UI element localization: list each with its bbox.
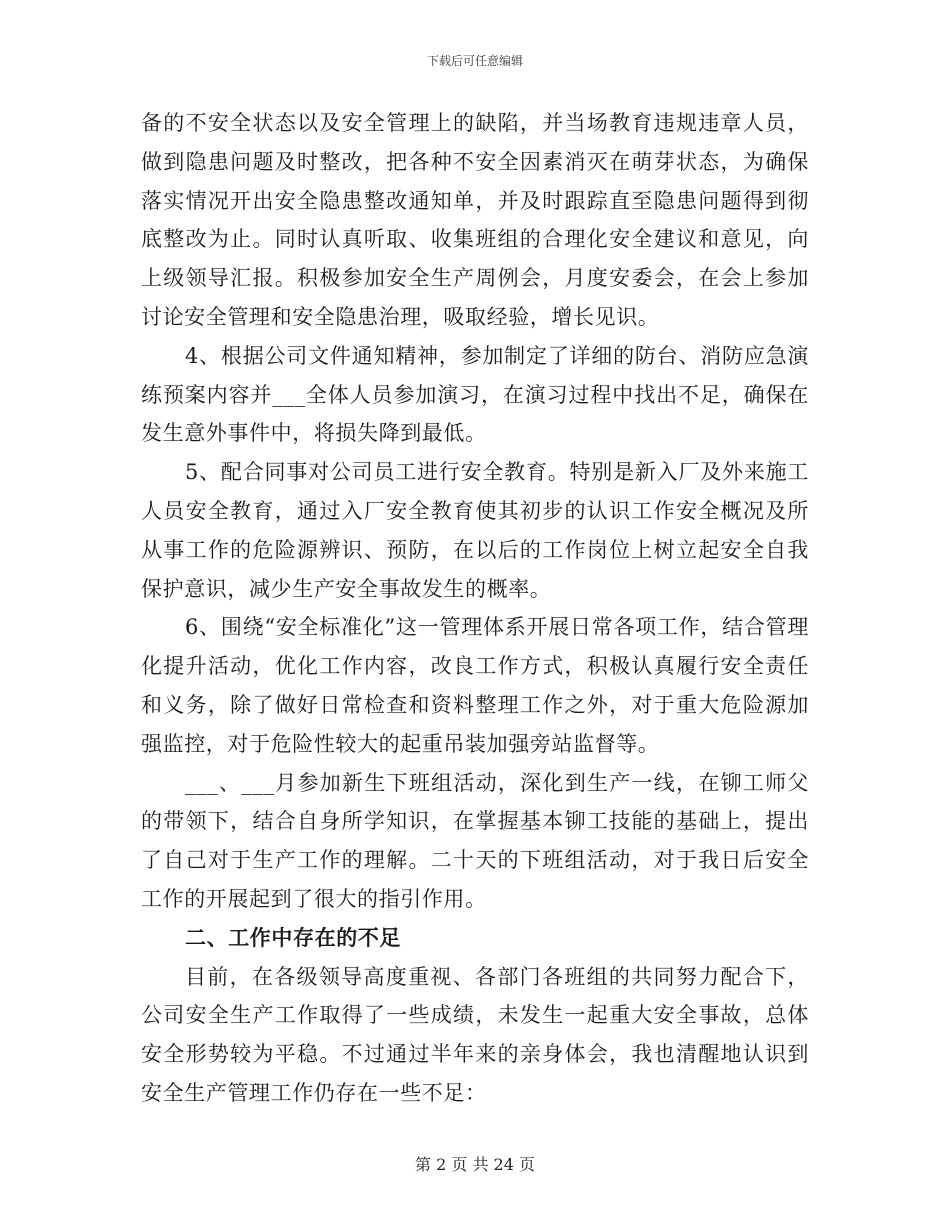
paragraph-item-6: 6、围绕“安全标准化”这一管理体系开展日常各项工作，结合管理化提升活动，优化工作内容，改良工作方式，积极认真履行安全责任和义务，除了做好日常检查和资料整理工作之外，对于重大危险源加强监控，对于危险性较大的起重吊装加强旁站监督等。 <box>141 615 809 756</box>
paragraph-continuation: 备的不安全状态以及安全管理上的缺陷，并当场教育违规违章人员，做到隐患问题及时整改，把各种不安全因素消灭在萌芽状态，为确保落实情况开出安全隐患整改通知单，并及时跟踪直至隐患问题得到彻底整改为止。同时认真听取、收集班组的合理化安全建议和意见，向上级领导汇报。积极参加安全生产周例会，月度安委会，在会上参加讨论安全管理和安全隐患治理，吸取经验，增长见识。 <box>141 111 809 329</box>
paragraph-item-5: 5、配合同事对公司员工进行安全教育。特别是新入厂及外来施工人员安全教育，通过入厂安全教育使其初步的认识工作安全概况及所从事工作的危险源辨识、预防，在以后的工作岗位上树立起安全自我保护意识，减少生产安全事故发生的概率。 <box>141 460 809 601</box>
document-body <box>141 104 809 1113</box>
paragraph-item-4: 4、根据公司文件通知精神，参加制定了详细的防台、消防应急演练预案内容并___全体人员参加演习，在演习过程中找出不足，确保在发生意外事件中，将损失降到最低。 <box>141 343 809 446</box>
paragraph-item-7: ___、___月参加新生下班组活动，深化到生产一线，在铆工师父的带领下，结合自身所学知识，在掌握基本铆工技能的基础上，提出了自己对于生产工作的理解。二十天的下班组活动，对于我日后安全工作的开展起到了很大的指引作用。 <box>141 770 809 911</box>
page-header-note: 下载后可任意编辑 <box>426 54 523 68</box>
section-paragraph: 目前，在各级领导高度重视、各部门各班组的共同努力配合下，公司安全生产工作取得了一些成绩，未发生一起重大安全事故，总体安全形势较为平稳。不过通过半年来的亲身体会，我也清醒地认识到安全生产管理工作仍存在一些不足： <box>141 964 809 1105</box>
page-number: 第 2 页 共 24 页 <box>415 1155 535 1174</box>
section-heading: 二、工作中存在的不足 <box>185 924 401 950</box>
